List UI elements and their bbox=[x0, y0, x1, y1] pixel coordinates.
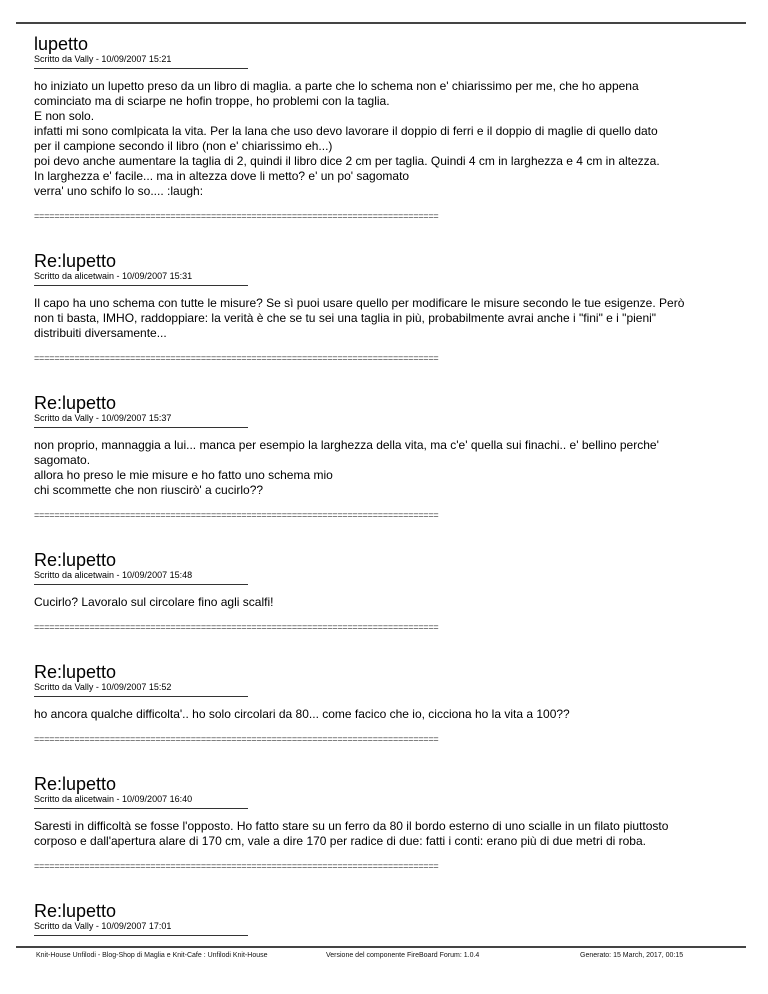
post-title: Re:lupetto bbox=[34, 251, 117, 271]
post-title: Re:lupetto bbox=[34, 550, 117, 570]
post-body-line: allora ho preso le mie misure e ho fatto uno schema mio bbox=[34, 468, 333, 482]
post-body-line: non proprio, mannaggia a lui... manca per esempio la larghezza della vita, ma c'e' quella sui finachi.. e' bellino perche' bbox=[34, 438, 659, 452]
post-body bbox=[34, 296, 734, 341]
post-underline bbox=[34, 935, 248, 936]
post-separator: ================================================================================ bbox=[34, 622, 439, 632]
forum-post bbox=[34, 251, 734, 363]
post-meta: Scritto da alicetwain - 10/09/2007 15:31 bbox=[34, 271, 193, 281]
post-separator: ================================================================================ bbox=[34, 861, 439, 871]
post-underline bbox=[34, 285, 248, 286]
post-underline bbox=[34, 68, 248, 69]
post-body bbox=[34, 819, 734, 849]
post-body-line: ho iniziato un lupetto preso da un libro di maglia. a parte che lo schema non e' chiarissimo per me, che ho appena bbox=[34, 79, 639, 93]
post-body-line: chi scommette che non riuscirò' a cucirlo?? bbox=[34, 483, 264, 497]
post-separator: ================================================================================ bbox=[34, 353, 439, 363]
forum-post bbox=[34, 550, 734, 632]
post-body-line: per il campione secondo il libro (non e' chiarissimo eh...) bbox=[34, 139, 333, 153]
footer-site: Knit-House Unfilodi - Blog-Shop di Maglia e Knit-Cafe : Unfilodi Knit-House bbox=[36, 952, 268, 959]
post-underline bbox=[34, 696, 248, 697]
post-body bbox=[34, 595, 734, 610]
post-separator: ================================================================================ bbox=[34, 211, 439, 221]
post-separator: ================================================================================ bbox=[34, 734, 439, 744]
forum-post bbox=[34, 901, 734, 936]
footer-generated: Generato: 15 March, 2017, 00:15 bbox=[580, 952, 684, 959]
post-body-line: ho ancora qualche difficolta'.. ho solo circolari da 80... come facico che io, cicciona ho la vita a 100?? bbox=[34, 707, 570, 721]
post-meta: Scritto da alicetwain - 10/09/2007 15:48 bbox=[34, 570, 193, 580]
post-title: lupetto bbox=[34, 34, 89, 54]
post-body-line: corposo e dall'apertura alare di 170 cm, vale a dire 170 per radice di due: fatti i conti: erano più di due metri di roba. bbox=[34, 834, 646, 848]
post-body-line: Il capo ha uno schema con tutte le misure? Se sì puoi usare quello per modificare le misure secondo le tue esigenze. Però bbox=[34, 296, 685, 310]
post-body-line: In larghezza e' facile... ma in altezza dove li metto? e' un po' sagomato bbox=[34, 169, 410, 183]
post-meta: Scritto da alicetwain - 10/09/2007 16:40 bbox=[34, 794, 193, 804]
footer-rule bbox=[16, 946, 746, 948]
post-body-line: sagomato. bbox=[34, 453, 91, 467]
forum-post bbox=[34, 774, 734, 871]
top-rule bbox=[16, 22, 746, 24]
post-meta: Scritto da Vally - 10/09/2007 15:52 bbox=[34, 682, 172, 692]
post-title: Re:lupetto bbox=[34, 774, 117, 794]
forum-post bbox=[34, 393, 734, 520]
post-body bbox=[34, 79, 734, 199]
post-title: Re:lupetto bbox=[34, 393, 117, 413]
post-body-line: non ti basta, IMHO, raddoppiare: la verità è che se tu sei una taglia in più, probabilmente avrai anche i "fini" e i "pieni" bbox=[34, 311, 657, 325]
post-meta: Scritto da Vally - 10/09/2007 17:01 bbox=[34, 921, 172, 931]
post-title: Re:lupetto bbox=[34, 901, 117, 921]
forum-post bbox=[34, 34, 734, 221]
post-title: Re:lupetto bbox=[34, 662, 117, 682]
post-body-line: E non solo. bbox=[34, 109, 95, 123]
post-underline bbox=[34, 584, 248, 585]
post-underline bbox=[34, 427, 248, 428]
post-separator: ================================================================================ bbox=[34, 510, 439, 520]
post-body bbox=[34, 707, 734, 722]
footer-version: Versione del componente FireBoard Forum: 1.0.4 bbox=[326, 952, 480, 959]
post-body-line: Saresti in difficoltà se fosse l'opposto. Ho fatto stare su un ferro da 80 il bordo esterno di uno scialle in un filato piuttosto bbox=[34, 819, 669, 833]
forum-post bbox=[34, 662, 734, 744]
post-body-line: poi devo anche aumentare la taglia di 2, quindi il libro dice 2 cm per taglia. Quindi 4 cm in larghezza e 4 cm in altezza. bbox=[34, 154, 660, 168]
post-body-line: distribuiti diversamente... bbox=[34, 326, 167, 340]
post-underline bbox=[34, 808, 248, 809]
post-body-line: verra' uno schifo lo so.... :laugh: bbox=[34, 184, 204, 198]
post-body-line: Cucirlo? Lavoralo sul circolare fino agli scalfi! bbox=[34, 595, 274, 609]
post-body bbox=[34, 438, 734, 498]
post-body-line: infatti mi sono comlpicata la vita. Per la lana che uso devo lavorare il doppio di ferri e il doppio di maglie di quello dato bbox=[34, 124, 658, 138]
forum-thread bbox=[34, 34, 734, 946]
post-meta: Scritto da Vally - 10/09/2007 15:37 bbox=[34, 413, 172, 423]
post-body-line: cominciato ma di sciarpe ne hofin troppe, ho problemi con la taglia. bbox=[34, 94, 390, 108]
post-meta: Scritto da Vally - 10/09/2007 15:21 bbox=[34, 54, 172, 64]
